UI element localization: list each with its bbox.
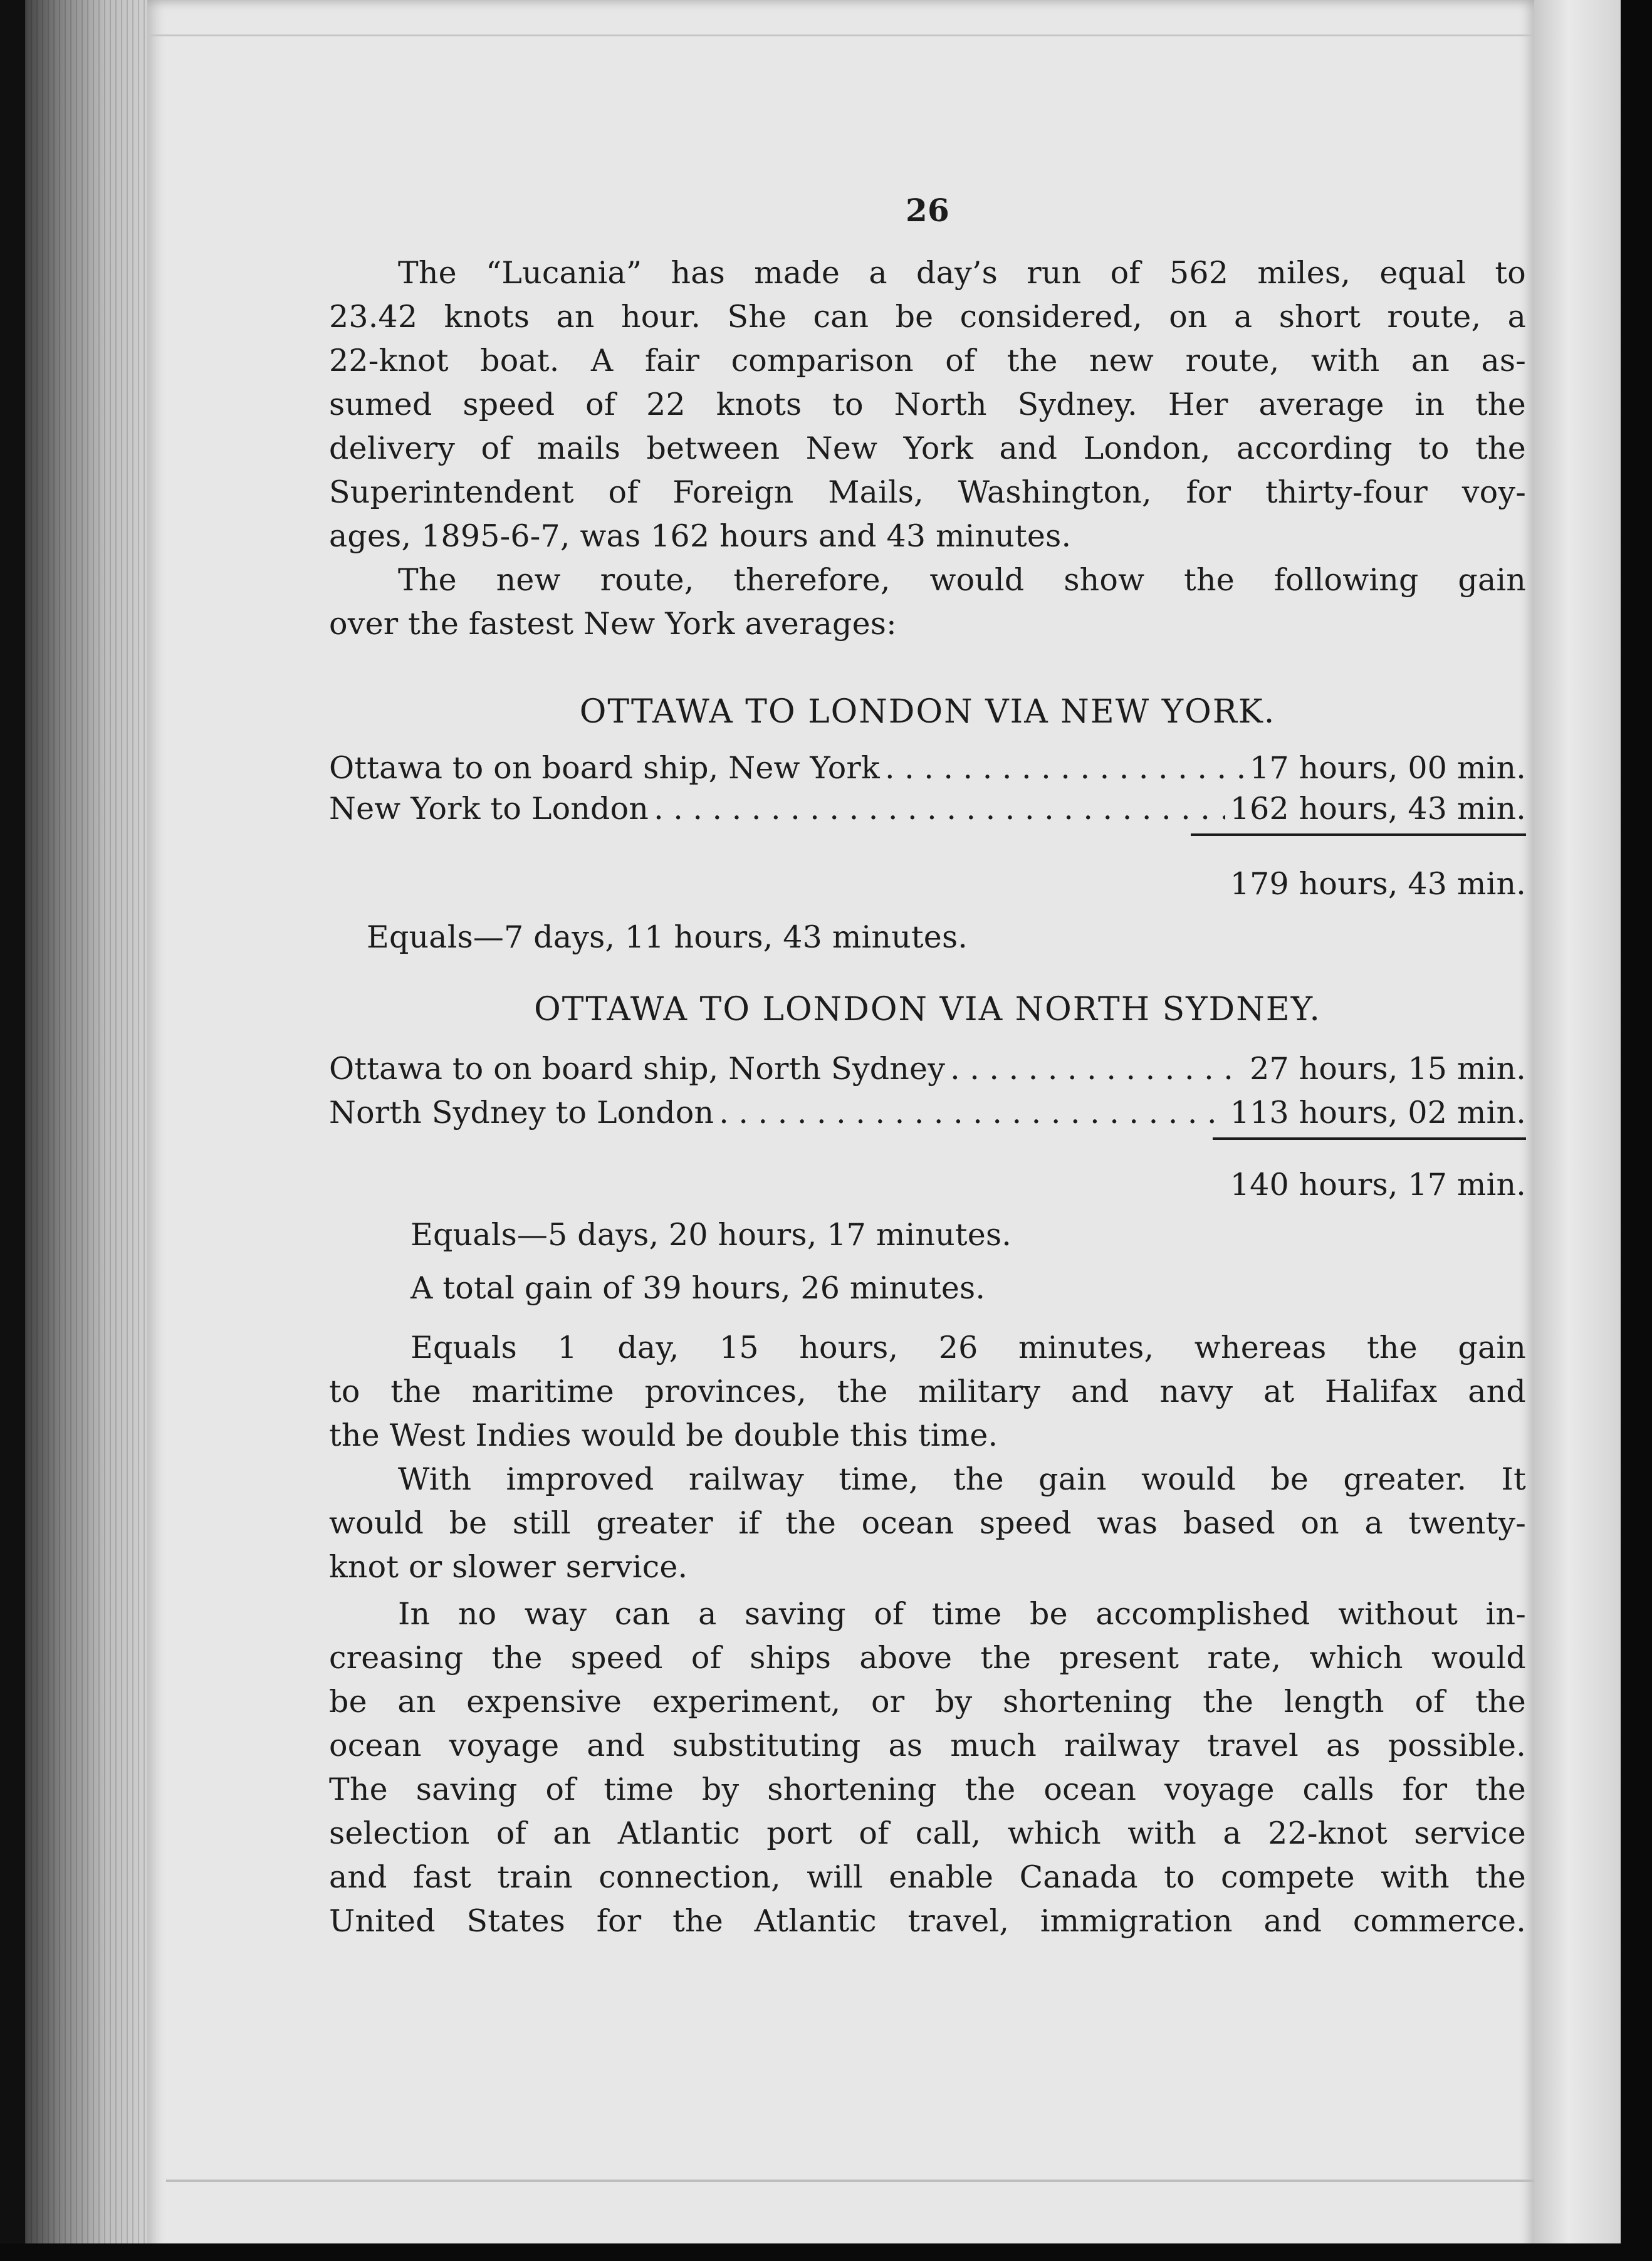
row-label: Ottawa to on board ship, New York bbox=[329, 750, 880, 786]
para2-line-2: over the fastest New York averages: bbox=[329, 606, 897, 642]
section-heading-north-sydney: OTTAWA TO LONDON VIA NORTH SYDNEY. bbox=[534, 991, 1321, 1028]
table-row bbox=[329, 786, 1526, 832]
section2-equals: Equals—5 days, 20 hours, 17 minutes. bbox=[410, 1217, 1012, 1253]
para1-line-5: delivery of mails between New York and London, according to the bbox=[329, 431, 1526, 466]
table-row bbox=[329, 746, 1526, 791]
table-row bbox=[329, 1090, 1526, 1136]
para3-line-1: Equals 1 day, 15 hours, 26 minutes, whereas the gain bbox=[410, 1330, 1526, 1365]
para5-line-2: creasing the speed of ships above the present rate, which would bbox=[329, 1640, 1526, 1676]
row-label: North Sydney to London bbox=[329, 1095, 714, 1130]
row-value: 27 hours, 15 min. bbox=[1250, 1051, 1526, 1087]
section2-total: 140 hours, 17 min. bbox=[1230, 1167, 1526, 1203]
para1-line-1: The “Lucania” has made a day’s run of 562 miles, equal to bbox=[398, 255, 1526, 291]
section-heading-new-york: OTTAWA TO LONDON VIA NEW YORK. bbox=[579, 693, 1276, 731]
para3-line-3: the West Indies would be double this time. bbox=[329, 1418, 998, 1453]
para4-line-3: knot or slower service. bbox=[329, 1549, 688, 1585]
para5-line-6: selection of an Atlantic port of call, which with a 22-knot service bbox=[329, 1815, 1526, 1851]
section1-equals: Equals—7 days, 11 hours, 43 minutes. bbox=[367, 919, 968, 955]
para5-line-4: ocean voyage and substituting as much railway travel as possible. bbox=[329, 1728, 1526, 1763]
row-label: Ottawa to on board ship, North Sydney bbox=[329, 1051, 946, 1087]
para1-line-4: sumed speed of 22 knots to North Sydney. Her average in the bbox=[329, 387, 1526, 422]
para5-line-8: United States for the Atlantic travel, immigration and commerce. bbox=[329, 1903, 1526, 1939]
row-value: 17 hours, 00 min. bbox=[1250, 750, 1526, 786]
table-row bbox=[329, 1047, 1526, 1092]
para1-line-7: ages, 1895-6-7, was 162 hours and 43 minutes. bbox=[329, 518, 1072, 554]
para1-line-2: 23.42 knots an hour. She can be considered, on a short route, a bbox=[329, 299, 1526, 335]
page-top-edge bbox=[147, 34, 1534, 36]
para4-line-2: would be still greater if the ocean speed was based on a twenty- bbox=[329, 1505, 1526, 1541]
row-label: New York to London bbox=[329, 791, 649, 827]
para1-line-6: Superintendent of Foreign Mails, Washington, for thirty-four voy- bbox=[329, 474, 1526, 510]
book-spine-edge bbox=[25, 0, 160, 2256]
para3-line-2: to the maritime provinces, the military and navy at Halifax and bbox=[329, 1374, 1526, 1409]
para5-line-1: In no way can a saving of time be accomplished without in- bbox=[398, 1596, 1526, 1632]
page-number: 26 bbox=[906, 192, 949, 229]
dot-leader bbox=[719, 1090, 1225, 1136]
para2-line-1: The new route, therefore, would show the following gain bbox=[398, 562, 1526, 598]
section1-total: 179 hours, 43 min. bbox=[1230, 866, 1526, 902]
sum-rule bbox=[1191, 833, 1526, 836]
para4-line-1: With improved railway time, the gain would be greater. It bbox=[398, 1461, 1526, 1497]
para1-line-3: 22-knot boat. A fair comparison of the new route, with an as- bbox=[329, 343, 1526, 379]
dot-leader bbox=[654, 786, 1225, 832]
para5-line-7: and fast train connection, will enable Canada to compete with the bbox=[329, 1859, 1526, 1895]
sum-rule bbox=[1213, 1137, 1526, 1140]
facing-page-edge bbox=[1534, 0, 1621, 2261]
para5-line-5: The saving of time by shortening the ocean voyage calls for the bbox=[329, 1772, 1526, 1807]
scan-border-right bbox=[1621, 0, 1652, 2261]
dot-leader bbox=[885, 746, 1245, 791]
page-sheet bbox=[147, 0, 1534, 2261]
dot-leader bbox=[950, 1047, 1245, 1092]
page-bottom-edge bbox=[166, 2180, 1534, 2182]
row-value: 162 hours, 43 min. bbox=[1230, 791, 1526, 827]
total-gain: A total gain of 39 hours, 26 minutes. bbox=[410, 1270, 986, 1306]
row-value: 113 hours, 02 min. bbox=[1230, 1095, 1526, 1130]
para5-line-3: be an expensive experiment, or by shortening the length of the bbox=[329, 1684, 1526, 1720]
scan-border-bottom bbox=[0, 2243, 1652, 2261]
